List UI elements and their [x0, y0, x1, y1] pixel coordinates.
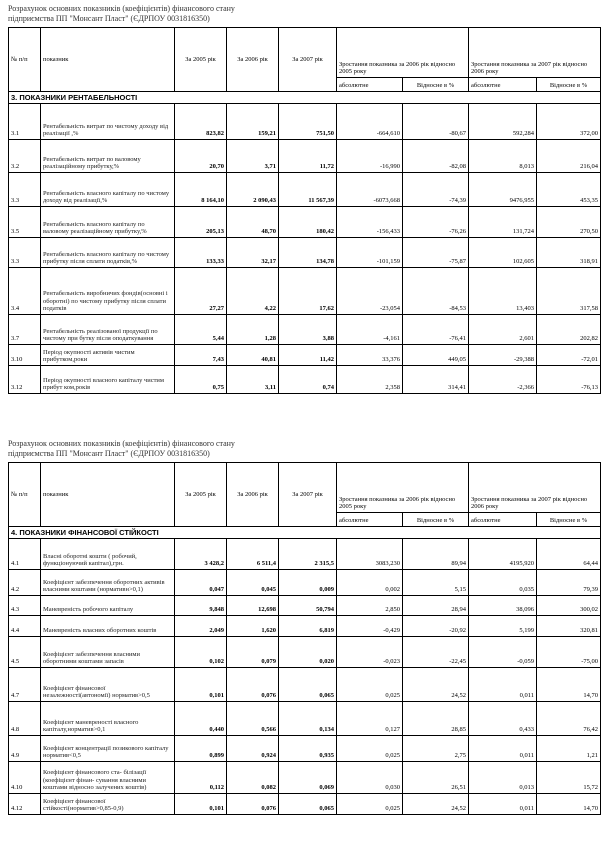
row-indicator-name: Рентабельність власного капіталу по валовому реалізаційному прибутку,%: [41, 207, 175, 238]
value-2005: 7,43: [175, 345, 227, 366]
growth-2006-percent: 28,94: [403, 596, 469, 616]
value-2006: 4,22: [227, 268, 279, 315]
table-row: [9, 794, 601, 815]
growth-2007-absolute: 5,199: [469, 616, 537, 637]
growth-2007-percent: 14,70: [537, 794, 601, 815]
growth-2007-absolute: 131,724: [469, 207, 537, 238]
growth-2007-absolute: 0,011: [469, 668, 537, 702]
growth-2006-absolute: -0,429: [337, 616, 403, 637]
growth-2007-absolute: 0,035: [469, 570, 537, 596]
row-number: 3.7: [9, 315, 41, 345]
growth-2007-percent: 14,70: [537, 668, 601, 702]
growth-2007-percent: 372,00: [537, 104, 601, 140]
header-indicator: показник: [41, 28, 175, 92]
row-indicator-name: Коефіцієнт фінансової стійкості(норматив>0,85-0,9): [41, 794, 175, 815]
profitability-rows: [9, 104, 601, 394]
header-2006: За 2006 рік: [227, 28, 279, 92]
row-indicator-name: Рентабельність власного капіталу по чистому доходу від реалізації,%: [41, 173, 175, 207]
stability-rows: [9, 539, 601, 815]
report-title-line1: Розрахунок основних показників (коефіцієнтів) фінансового стану: [8, 4, 235, 13]
table-row: [9, 762, 601, 794]
value-2006: 3,11: [227, 366, 279, 394]
header-growth-2007: Зростання показника за 2007 рік відносно 2006 року: [469, 28, 601, 78]
value-2005: 0,440: [175, 702, 227, 736]
row-number: 4.4: [9, 616, 41, 637]
growth-2007-absolute: -0,059: [469, 637, 537, 668]
value-2006: 12,698: [227, 596, 279, 616]
value-2005: 0,112: [175, 762, 227, 794]
row-number: 4.7: [9, 668, 41, 702]
growth-2006-percent: 24,52: [403, 668, 469, 702]
growth-2006-percent: 314,41: [403, 366, 469, 394]
growth-2007-absolute: 0,011: [469, 794, 537, 815]
growth-2006-absolute: 0,025: [337, 668, 403, 702]
growth-2007-absolute: -2,366: [469, 366, 537, 394]
value-2005: 8 164,10: [175, 173, 227, 207]
growth-2006-absolute: 0,127: [337, 702, 403, 736]
table-row: [9, 140, 601, 173]
growth-2006-percent: 5,15: [403, 570, 469, 596]
growth-2007-absolute: 2,601: [469, 315, 537, 345]
value-2005: 0,102: [175, 637, 227, 668]
value-2006: 40,81: [227, 345, 279, 366]
growth-2006-absolute: 0,002: [337, 570, 403, 596]
value-2005: 2,049: [175, 616, 227, 637]
growth-2006-percent: -76,26: [403, 207, 469, 238]
header-indicator: показник: [41, 463, 175, 527]
header-num: № п/п: [9, 463, 41, 527]
value-2006: 0,079: [227, 637, 279, 668]
row-indicator-name: Коефіцієнт забезпечення власними оборотними коштами запасів: [41, 637, 175, 668]
value-2005: 9,848: [175, 596, 227, 616]
growth-2006-percent: -80,67: [403, 104, 469, 140]
growth-2007-percent: 79,39: [537, 570, 601, 596]
row-number: 3.3: [9, 238, 41, 268]
table-row: [9, 173, 601, 207]
section-heading: 4. ПОКАЗНИКИ ФІНАНСОВОЇ СТІЙКОСТІ: [9, 527, 601, 539]
value-2005: 0,899: [175, 736, 227, 762]
value-2006: 2 090,43: [227, 173, 279, 207]
value-2007: 11 567,39: [279, 173, 337, 207]
row-indicator-name: Рентабельність витрат по валовому реалізаційному прибутку,%: [41, 140, 175, 173]
growth-2007-percent: 202,82: [537, 315, 601, 345]
row-indicator-name: Коефіцієнт забезпечення оборотних активів власними коштами (нормативн>0,1): [41, 570, 175, 596]
value-2006: 6 511,4: [227, 539, 279, 570]
header-pct: Відносне в %: [403, 513, 469, 527]
value-2007: 6,819: [279, 616, 337, 637]
value-2007: 0,134: [279, 702, 337, 736]
value-2005: 0,101: [175, 668, 227, 702]
value-2005: 5,44: [175, 315, 227, 345]
row-number: 3.4: [9, 268, 41, 315]
value-2005: 0,047: [175, 570, 227, 596]
growth-2006-absolute: -0,023: [337, 637, 403, 668]
growth-2007-percent: 76,42: [537, 702, 601, 736]
value-2005: 3 428,2: [175, 539, 227, 570]
header-2005: За 2005 рік: [175, 28, 227, 92]
growth-2007-percent: 15,72: [537, 762, 601, 794]
value-2005: 0,101: [175, 794, 227, 815]
growth-2006-absolute: -23,054: [337, 268, 403, 315]
growth-2007-percent: -75,00: [537, 637, 601, 668]
table-row: [9, 207, 601, 238]
table-row: [9, 539, 601, 570]
header-abs: абсолютне: [337, 513, 403, 527]
value-2007: 134,78: [279, 238, 337, 268]
value-2007: 751,50: [279, 104, 337, 140]
growth-2007-absolute: 9476,955: [469, 173, 537, 207]
table-row: [9, 104, 601, 140]
growth-2006-absolute: -101,159: [337, 238, 403, 268]
row-indicator-name: Рентабельність витрат по чистому доходу від реалізації ,%: [41, 104, 175, 140]
value-2005: 0,75: [175, 366, 227, 394]
row-number: 3.5: [9, 207, 41, 238]
value-2006: 1,28: [227, 315, 279, 345]
growth-2007-absolute: 4195,920: [469, 539, 537, 570]
growth-2007-percent: 270,50: [537, 207, 601, 238]
growth-2006-absolute: -156,433: [337, 207, 403, 238]
table-row: [9, 570, 601, 596]
growth-2006-percent: -74,39: [403, 173, 469, 207]
growth-2007-percent: 64,44: [537, 539, 601, 570]
value-2007: 0,935: [279, 736, 337, 762]
value-2006: 0,566: [227, 702, 279, 736]
value-2007: 0,069: [279, 762, 337, 794]
value-2007: 17,62: [279, 268, 337, 315]
value-2005: 205,13: [175, 207, 227, 238]
row-indicator-name: Маневреність власних оборотних коштів: [41, 616, 175, 637]
value-2005: 27,27: [175, 268, 227, 315]
growth-2006-absolute: 3083,230: [337, 539, 403, 570]
table-row: [9, 268, 601, 315]
table-row: [9, 736, 601, 762]
report-block-profitability: [8, 4, 600, 394]
growth-2007-percent: 216,04: [537, 140, 601, 173]
table-row: [9, 366, 601, 394]
growth-2007-percent: 453,35: [537, 173, 601, 207]
row-number: 4.3: [9, 596, 41, 616]
value-2006: 1,620: [227, 616, 279, 637]
growth-2007-absolute: 592,284: [469, 104, 537, 140]
value-2007: 0,74: [279, 366, 337, 394]
row-number: 4.8: [9, 702, 41, 736]
table-row: [9, 668, 601, 702]
growth-2006-percent: 26,51: [403, 762, 469, 794]
growth-2007-percent: 318,91: [537, 238, 601, 268]
growth-2006-absolute: 2,850: [337, 596, 403, 616]
value-2006: 48,70: [227, 207, 279, 238]
growth-2006-absolute: 0,030: [337, 762, 403, 794]
row-indicator-name: Коефіцієнт маневреності власного капіталу,норматив>0,1: [41, 702, 175, 736]
growth-2007-percent: -76,13: [537, 366, 601, 394]
growth-2006-percent: 89,94: [403, 539, 469, 570]
value-2007: 0,020: [279, 637, 337, 668]
header-pct2: Відносне в %: [537, 513, 601, 527]
value-2007: 180,42: [279, 207, 337, 238]
growth-2006-percent: -22,45: [403, 637, 469, 668]
value-2006: 0,076: [227, 668, 279, 702]
header-growth-2006: Зростання показника за 2006 рік відносно 2005 року: [337, 463, 469, 513]
growth-2007-percent: -72,01: [537, 345, 601, 366]
growth-2007-absolute: 13,403: [469, 268, 537, 315]
table-row: [9, 238, 601, 268]
growth-2006-absolute: 33,376: [337, 345, 403, 366]
value-2007: 0,065: [279, 794, 337, 815]
profitability-table: [8, 27, 601, 394]
value-2007: 50,794: [279, 596, 337, 616]
growth-2006-absolute: -6073,668: [337, 173, 403, 207]
report-title-line1: Розрахунок основних показників (коефіцієнтів) фінансового стану: [8, 439, 235, 448]
growth-2006-percent: 2,75: [403, 736, 469, 762]
header-num: № п/п: [9, 28, 41, 92]
row-indicator-name: Рентабельність власного капіталу по чистому прибутку після сплати податків,%: [41, 238, 175, 268]
report-title-line2: підприємства ПП "Монсант Пласт" (ЄДРПОУ 0031816350): [8, 449, 210, 458]
growth-2006-percent: -20,92: [403, 616, 469, 637]
table-row: [9, 637, 601, 668]
value-2007: 11,42: [279, 345, 337, 366]
growth-2007-absolute: 0,013: [469, 762, 537, 794]
value-2007: 3,88: [279, 315, 337, 345]
growth-2006-absolute: -16,990: [337, 140, 403, 173]
header-growth-2007: Зростання показника за 2007 рік відносно 2006 року: [469, 463, 601, 513]
header-pct2: Відносне в %: [537, 78, 601, 92]
growth-2006-absolute: 0,025: [337, 736, 403, 762]
value-2006: 0,924: [227, 736, 279, 762]
growth-2006-absolute: 0,025: [337, 794, 403, 815]
value-2006: 32,17: [227, 238, 279, 268]
header-2006: За 2006 рік: [227, 463, 279, 527]
table-row: [9, 616, 601, 637]
row-number: 3.12: [9, 366, 41, 394]
growth-2006-percent: -76,41: [403, 315, 469, 345]
table-row: [9, 315, 601, 345]
row-number: 3.1: [9, 104, 41, 140]
row-indicator-name: Коефіцієнт фінансової незалежності(автономії) норматив>0,5: [41, 668, 175, 702]
growth-2007-absolute: 102,605: [469, 238, 537, 268]
row-indicator-name: Маневреність робочого капіталу: [41, 596, 175, 616]
growth-2006-percent: 28,85: [403, 702, 469, 736]
header-abs2: абсолютне: [469, 513, 537, 527]
row-number: 4.5: [9, 637, 41, 668]
growth-2007-absolute: -29,388: [469, 345, 537, 366]
table-row: [9, 702, 601, 736]
report-block-stability: [8, 439, 600, 815]
value-2006: 3,71: [227, 140, 279, 173]
row-number: 3.3: [9, 173, 41, 207]
growth-2007-absolute: 0,433: [469, 702, 537, 736]
growth-2007-absolute: 8,013: [469, 140, 537, 173]
row-number: 4.12: [9, 794, 41, 815]
value-2007: 2 315,5: [279, 539, 337, 570]
value-2006: 0,082: [227, 762, 279, 794]
value-2005: 133,33: [175, 238, 227, 268]
header-2007: За 2007 рік: [279, 463, 337, 527]
growth-2006-percent: 449,05: [403, 345, 469, 366]
value-2007: 11,72: [279, 140, 337, 173]
row-indicator-name: Власні оборотні кошти ( робочий, функціонуючий капітал),грн.: [41, 539, 175, 570]
row-number: 3.2: [9, 140, 41, 173]
row-indicator-name: Період окупності власного капіталу чистим прибут ком,років: [41, 366, 175, 394]
value-2007: 0,009: [279, 570, 337, 596]
header-pct: Відносне в %: [403, 78, 469, 92]
row-indicator-name: Рентабельність реалізованої продукції по чистому при бутку після оподаткування: [41, 315, 175, 345]
growth-2006-percent: -75,87: [403, 238, 469, 268]
growth-2006-percent: -82,08: [403, 140, 469, 173]
row-number: 4.2: [9, 570, 41, 596]
growth-2007-absolute: 38,096: [469, 596, 537, 616]
row-indicator-name: Коефіцієнт фінансового ста- білізації (коефіцієнт фінан- сування власними коштами відносно залучених коштів): [41, 762, 175, 794]
header-2005: За 2005 рік: [175, 463, 227, 527]
growth-2006-absolute: -664,610: [337, 104, 403, 140]
growth-2007-percent: 320,81: [537, 616, 601, 637]
row-number: 4.9: [9, 736, 41, 762]
row-indicator-name: Коефіцієнт концентрації позикового капіталу норматив<0,5: [41, 736, 175, 762]
growth-2007-percent: 300,02: [537, 596, 601, 616]
section-heading: 3. ПОКАЗНИКИ РЕНТАБЕЛЬНОСТІ: [9, 92, 601, 104]
growth-2007-percent: 1,21: [537, 736, 601, 762]
value-2006: 0,045: [227, 570, 279, 596]
value-2005: 20,70: [175, 140, 227, 173]
value-2005: 823,82: [175, 104, 227, 140]
growth-2006-absolute: 2,358: [337, 366, 403, 394]
value-2007: 0,065: [279, 668, 337, 702]
table-row: [9, 345, 601, 366]
growth-2006-percent: -84,53: [403, 268, 469, 315]
row-number: 4.1: [9, 539, 41, 570]
report-title-line2: підприємства ПП "Монсант Пласт" (ЄДРПОУ 0031816350): [8, 14, 210, 23]
header-abs2: абсолютне: [469, 78, 537, 92]
value-2006: 0,076: [227, 794, 279, 815]
row-number: 3.10: [9, 345, 41, 366]
growth-2006-percent: 24,52: [403, 794, 469, 815]
growth-2006-absolute: -4,161: [337, 315, 403, 345]
stability-table: [8, 462, 601, 815]
growth-2007-absolute: 0,011: [469, 736, 537, 762]
growth-2007-percent: 317,58: [537, 268, 601, 315]
row-indicator-name: Період окупності активів чистим прибутком,роки: [41, 345, 175, 366]
header-abs: абсолютне: [337, 78, 403, 92]
value-2006: 159,21: [227, 104, 279, 140]
row-indicator-name: Рентабельність виробничих фондів(основні і оборотні) по чистому прибутку після сплати податків: [41, 268, 175, 315]
table-row: [9, 596, 601, 616]
header-growth-2006: Зростання показника за 2006 рік відносно 2005 року: [337, 28, 469, 78]
row-number: 4.10: [9, 762, 41, 794]
header-2007: За 2007 рік: [279, 28, 337, 92]
